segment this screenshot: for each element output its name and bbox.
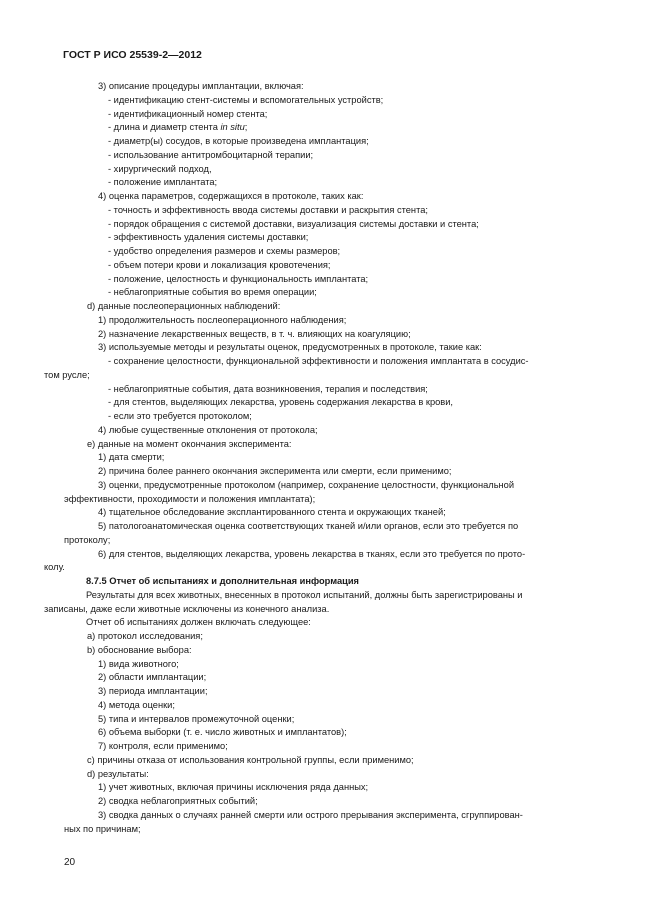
list-item-continuation: протоколу;	[64, 534, 111, 545]
paragraph-line: Отчет об испытаниях должен включать следующее:	[86, 617, 311, 628]
list-item: 2) назначение лекарственных веществ, в т. ч. влияющих на коагуляцию;	[98, 328, 411, 339]
list-item: 2) области имплантации;	[98, 672, 207, 683]
list-item: - идентификацию стент-системы и вспомогательных устройств;	[108, 94, 384, 105]
list-item: 4) любые существенные отклонения от протокола;	[98, 424, 318, 435]
list-item: 7) контроля, если применимо;	[98, 741, 228, 751]
list-item: 1) дата смерти;	[98, 452, 165, 463]
document-header: ГОСТ Р ИСО 25539-2—2012	[63, 49, 202, 61]
list-item: - хирургический подход,	[108, 163, 212, 174]
list-item: d) результаты:	[87, 768, 149, 779]
list-item: b) обоснование выбора:	[87, 644, 192, 655]
section-heading: 8.7.5 Отчет об испытаниях и дополнительная информация	[86, 576, 359, 586]
list-item-continuation: ных по причинам;	[64, 823, 141, 834]
list-item: 4) оценка параметров, содержащихся в протоколе, таких как:	[98, 191, 364, 201]
list-item: 3) сводка данных о случаях ранней смерти или острого прерывания эксперимента, сгруппирован-	[98, 809, 523, 820]
list-item: 1) вида животного;	[98, 658, 179, 669]
list-item: - длина и диаметр стента in situ;	[108, 122, 248, 133]
list-item: 3) используемые методы и результаты оценок, предусмотренных в протоколе, такие как:	[98, 342, 482, 353]
document-body	[44, 80, 597, 836]
list-item-continuation: эффективности, проходимости и положения имплантата);	[64, 493, 316, 504]
list-item: 5) патологоанатомическая оценка соответствующих тканей и/или органов, если это требуется по	[98, 521, 519, 531]
list-item: - объем потери крови и локализация кровотечения;	[108, 259, 331, 270]
list-item: 2) причина более раннего окончания эксперимента или смерти, если применимо;	[98, 466, 452, 476]
list-item: 2) сводка неблагоприятных событий;	[98, 796, 258, 806]
list-item: - если это требуется протоколом;	[108, 411, 252, 421]
list-item: 3) описание процедуры имплантации, включая:	[98, 81, 304, 91]
list-item: - использование антитромбоцитарной терапии;	[108, 149, 314, 160]
list-item: - неблагоприятные события, дата возникновения, терапия и последствия;	[108, 383, 428, 394]
list-item: 5) типа и интервалов промежуточной оценки;	[98, 713, 295, 724]
list-item: c) причины отказа от использования контрольной группы, если применимо;	[87, 754, 414, 765]
list-item: - диаметр(ы) сосудов, в которые произведена имплантация;	[108, 136, 369, 146]
list-item: d) данные послеоперационных наблюдений:	[87, 301, 281, 311]
list-item: - сохранение целостности, функциональной эффективности и положения имплантата в сосудис-	[108, 356, 529, 366]
list-item: - порядок обращения с системой доставки, визуализация системы доставки и стента;	[108, 218, 479, 229]
list-item-continuation: колу.	[44, 562, 65, 573]
list-item: - удобство определения размеров и схемы размеров;	[108, 246, 341, 256]
list-item: 1) учет животных, включая причины исключения ряда данных;	[98, 782, 369, 793]
list-item: 3) оценки, предусмотренные протоколом (например, сохранение целостности, функциональной	[98, 479, 515, 490]
list-item: 1) продолжительность послеоперационного наблюдения;	[98, 314, 347, 325]
list-item: e) данные на момент окончания эксперимента:	[87, 438, 292, 449]
paragraph-line: Результаты для всех животных, внесенных в протокол испытаний, должны быть зарегистрированы и	[86, 589, 523, 600]
list-item: - эффективность удаления системы доставки;	[108, 232, 309, 243]
list-item-continuation: том русле;	[44, 369, 90, 380]
list-item: - идентификационный номер стента;	[108, 108, 268, 119]
list-item: 4) тщательное обследование эксплантированного стента и окружающих тканей;	[98, 507, 446, 518]
list-item: 3) периода имплантации;	[98, 686, 208, 696]
list-item: - точность и эффективность ввода системы доставки и раскрытия стента;	[108, 204, 428, 215]
list-item: - положение, целостность и функциональность имплантата;	[108, 273, 369, 284]
list-item: - для стентов, выделяющих лекарства, уровень содержания лекарства в крови,	[108, 397, 453, 408]
list-item: 6) объема выборки (т. е. число животных и имплантатов);	[98, 727, 347, 738]
page-number: 20	[64, 857, 76, 868]
paragraph-line: записаны, даже если животные исключены из конечного анализа.	[44, 603, 330, 614]
list-item: - положение имплантата;	[108, 177, 218, 188]
list-item: - неблагоприятные события во время операции;	[108, 287, 317, 298]
list-item: 6) для стентов, выделяющих лекарства, уровень лекарства в тканях, если это требуется по прото-	[98, 548, 526, 559]
list-item: 4) метода оценки;	[98, 699, 175, 710]
list-item: a) протокол исследования;	[87, 631, 203, 641]
